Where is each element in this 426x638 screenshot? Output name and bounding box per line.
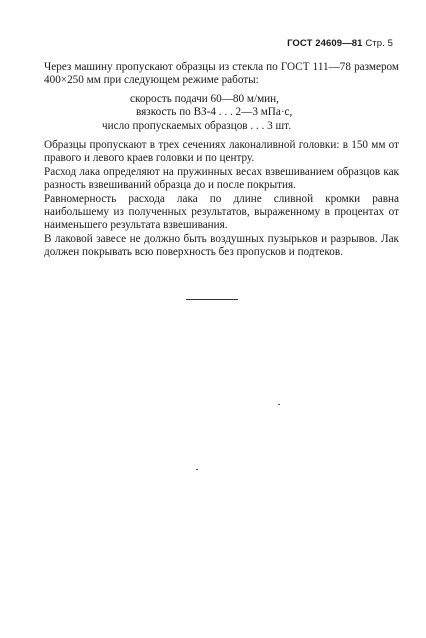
- intro-paragraph: Через машину пропускают образцы из стекла по ГОСТ 111—78 размером 400×250 мм при следующем режиме работы:: [44, 61, 399, 87]
- standard-number: ГОСТ 24609—81: [287, 38, 363, 49]
- param-feed-speed: скорость подачи 60—80 м/мин,: [130, 92, 279, 105]
- operating-parameters: [102, 92, 399, 133]
- separator-line: [186, 299, 238, 300]
- paragraph-uniformity: Равномерность расхода лака по длине сливной кромки равна наибольшему из полученных результатов, выраженному в процентах от наименьшего результата взвешивания.: [44, 192, 399, 232]
- paragraph-consumption: Расход лака определяют на пружинных весах взвешиванием образцов как разность взвешиваний образца до и после покрытия.: [44, 165, 399, 192]
- scan-speck: [196, 469, 198, 470]
- scan-speck: [278, 404, 280, 405]
- paragraph-sections: Образцы пропускают в трех сечениях лаконаливной головки: в 150 мм от правого и левого краев головки и по центру.: [44, 139, 399, 165]
- param-sample-count: число пропускаемых образцов . . . 3 шт.: [102, 119, 292, 132]
- page-number: Стр. 5: [365, 38, 393, 49]
- document-body: [44, 61, 399, 260]
- paragraph-curtain: В лаковой завесе не должно быть воздушных пузырьков и разрывов. Лак должен покрывать всю поверхность без пропусков и подтеков.: [44, 232, 399, 259]
- page-header: [287, 38, 393, 49]
- param-viscosity: вязкость по ВЗ-4 . . . 2—3 мПа·с,: [136, 106, 293, 119]
